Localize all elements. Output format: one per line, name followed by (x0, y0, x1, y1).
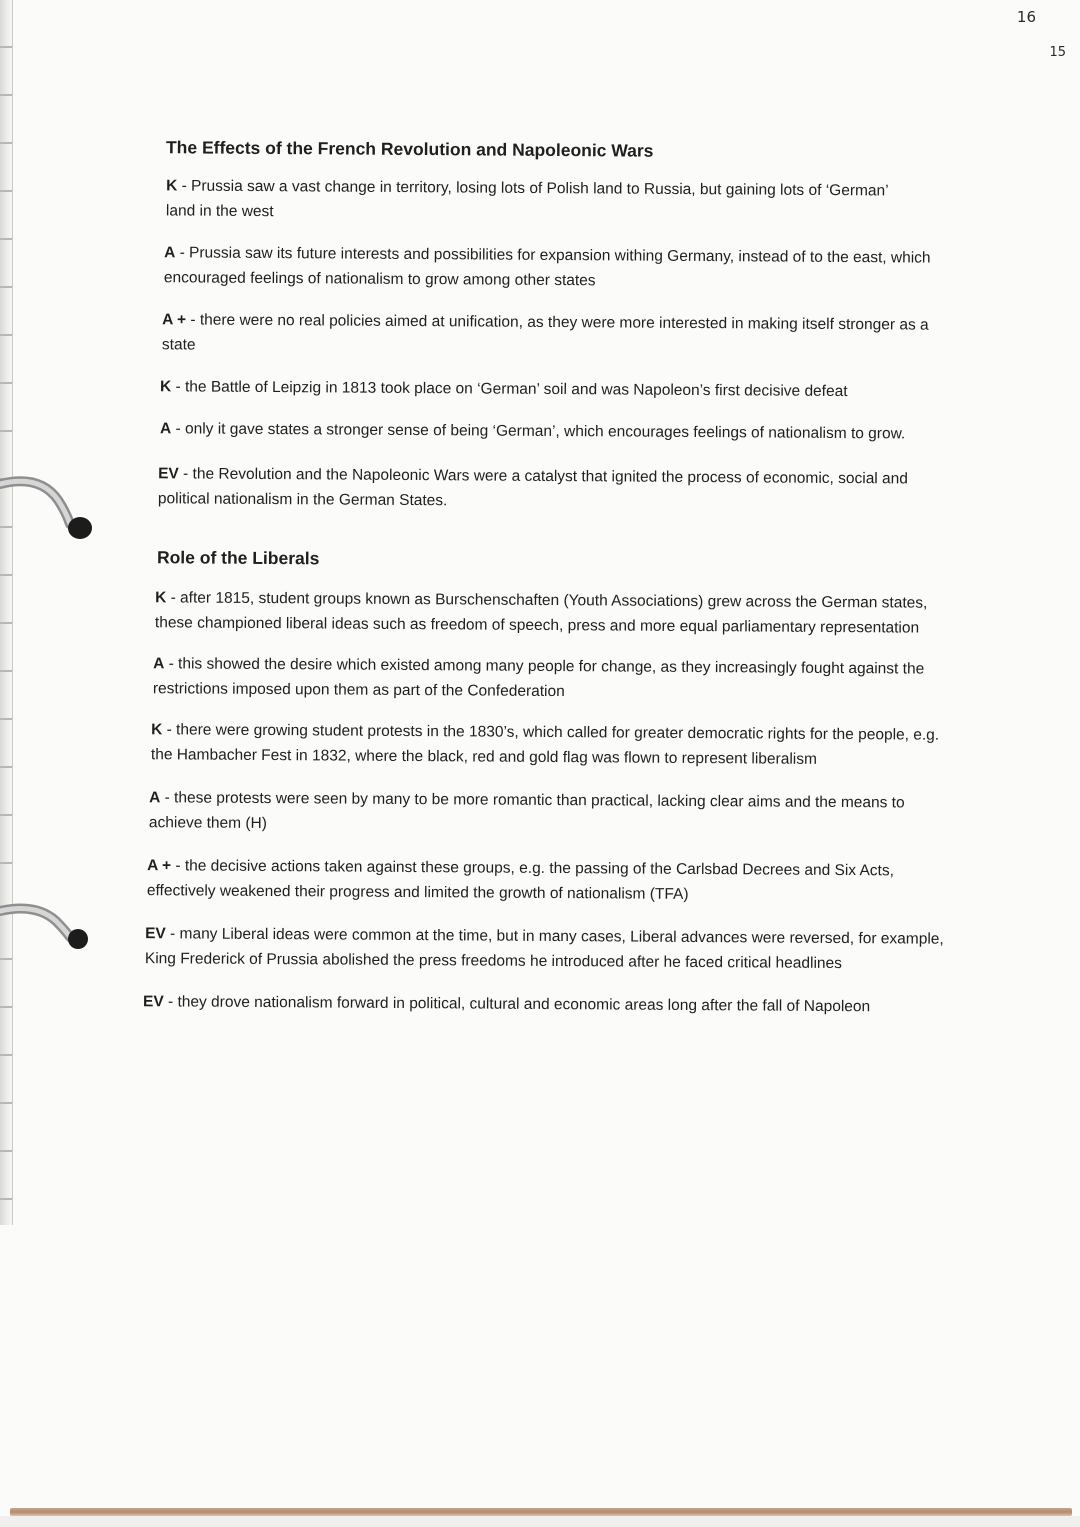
point-text: this showed the desire which existed among many people for change, as they increasingly fought against the restrictions imposed upon them as part of the Confederation (152, 655, 925, 701)
point-text: they drove nationalism forward in political, cultural and economic areas long after the fall of Napoleon (177, 993, 871, 1016)
point-item: A + - there were no real policies aimed at unification, as they were more interested in making itself stronger as a state (161, 311, 929, 354)
page-bottom-edge (10, 1508, 1072, 1516)
point-item: A + - the decisive actions taken against these groups, e.g. the passing of the Carlsbad Decrees and Six Acts, effectively weakened their progress and limited the growth of nationalism (TFA) (146, 857, 895, 903)
point-text: many Liberal ideas were common at the time, but in many cases, Liberal advances were reversed, for example, King Frederick of Prussia abolished the press freedoms he introduced after he faced critical headlines (144, 925, 944, 973)
point-tag: A + (162, 311, 187, 329)
point-item: EV - many Liberal ideas were common at the time, but in many cases, Liberal advances were reversed, for example, King Frederick of Prussia abolished the press freedoms he introduced after he faced critical headlines (144, 925, 944, 973)
point-item: K - there were growing student protests in the 1830’s, which called for greater democratic rights for the people, e.g. the Hambacher Fest in 1832, where the black, red and gold flag was flown to represent liberalism (150, 721, 940, 768)
point-tag: EV (145, 925, 166, 943)
page-number-primary: 16 (1016, 8, 1036, 26)
point-text: there were no real policies aimed at unification, as they were more interested in making itself stronger as a state (161, 311, 929, 354)
point-item: EV - the Revolution and the Napoleonic Wars were a catalyst that ignited the process of economic, social and political nationalism in the German States. (157, 465, 909, 510)
point-tag: A (153, 655, 165, 673)
point-tag: EV (142, 993, 164, 1011)
point-text: Prussia saw its future interests and possibilities for expansion withing Germany, instead of to the east, which encouraged feelings of nationalism to grow among other states (163, 244, 931, 290)
point-tag: K (159, 378, 172, 396)
point-item: EV - they drove nationalism forward in political, cultural and economic areas long after the fall of Napoleon (142, 993, 871, 1016)
section-role-liberals (140, 548, 960, 1017)
point-item: K - Prussia saw a vast change in territory, losing lots of Polish land to Russia, but gaining lots of ‘German’ land in the west (165, 177, 889, 221)
point-text: after 1815, student groups known as Burschenschaften (Youth Associations) grew across the German states, these championed liberal ideas such as freedom of speech, press and more equal parliamentary representation (154, 589, 928, 637)
point-item: A - Prussia saw its future interests and possibilities for expansion withing Germany, instead of to the east, which encouraged feelings of nationalism to grow among other states (163, 244, 931, 290)
point-tag: K (151, 721, 163, 739)
point-tag: A (149, 789, 161, 807)
section-effects-revolution (140, 138, 960, 514)
point-text: the Battle of Leipzig in 1813 took place on ‘German’ soil and was Napoleon’s first decisive defeat (184, 378, 848, 401)
point-item: A - only it gave states a stronger sense of being ‘German’, which encourages feelings of nationalism to grow. (159, 420, 906, 443)
point-tag: A (164, 244, 176, 262)
point-item: A - these protests were seen by many to be more romantic than practical, lacking clear aims and the means to achieve them (H) (148, 789, 905, 833)
point-item: K - after 1815, student groups known as Burschenschaften (Youth Associations) grew across the German states, these championed liberal ideas such as freedom of speech, press and more equal parliamentary representation (154, 589, 928, 637)
point-text: only it gave states a stronger sense of being ‘German’, which encourages feelings of nationalism to grow. (184, 420, 906, 443)
point-text: Prussia saw a vast change in territory, losing lots of Polish land to Russia, but gaining lots of ‘German’ land in the west (165, 177, 889, 221)
point-text: these protests were seen by many to be more romantic than practical, lacking clear aims and the means to achieve them (H) (148, 789, 905, 833)
point-item: A - this showed the desire which existed among many people for change, as they increasingly fought against the restrictions imposed upon them as part of the Confederation (152, 655, 925, 701)
point-text: there were growing student protests in the 1830’s, which called for greater democratic rights for the people, e.g. the Hambacher Fest in 1832, where the black, red and gold flag was flown to represent liberalism (150, 721, 940, 768)
binder-ticks (0, 0, 12, 1225)
section-heading: Role of the Liberals (156, 547, 320, 569)
point-tag: A + (147, 857, 172, 875)
page-bottom-strip (0, 1516, 1080, 1527)
notes-content (140, 130, 960, 1017)
point-tag: K (166, 177, 178, 195)
point-text: the Revolution and the Napoleonic Wars were a catalyst that ignited the process of economic, social and political nationalism in the German States. (157, 465, 909, 510)
point-text: the decisive actions taken against these groups, e.g. the passing of the Carlsbad Decrees and Six Acts, effectively weakened their progress and limited the growth of nationalism (TFA) (146, 857, 895, 903)
section-heading: The Effects of the French Revolution and Napoleonic Wars (165, 137, 654, 161)
binder-ring-bottom (0, 895, 100, 965)
page-number-secondary: 15 (1049, 45, 1066, 60)
point-tag: A (159, 420, 172, 438)
point-item: K - the Battle of Leipzig in 1813 took place on ‘German’ soil and was Napoleon’s first decisive defeat (159, 378, 848, 401)
binder-ring-top (0, 470, 100, 540)
point-tag: EV (158, 465, 179, 483)
point-tag: K (155, 589, 167, 607)
